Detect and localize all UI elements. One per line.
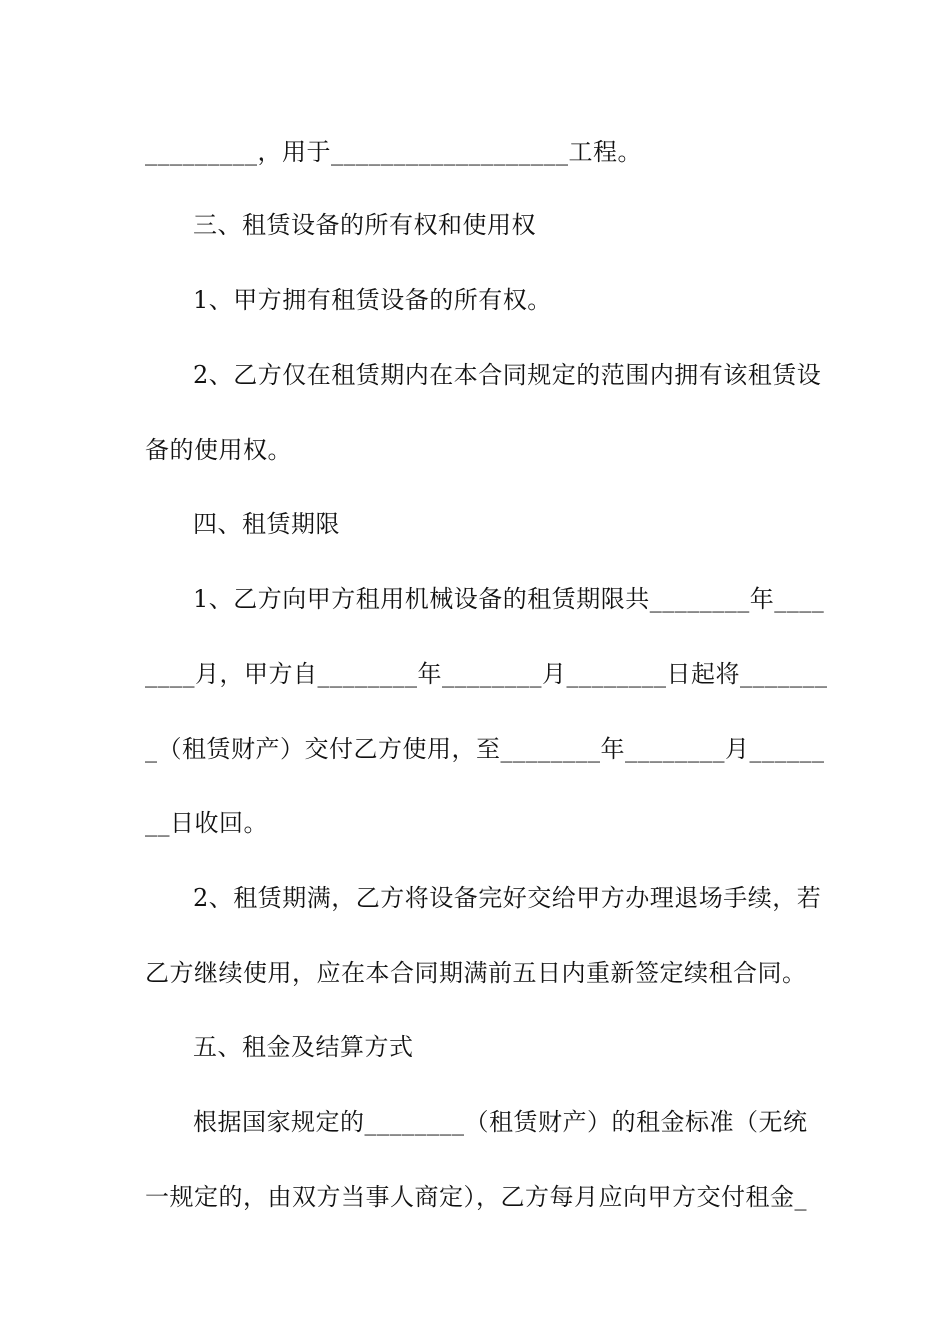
section-heading-ownership: 三、租赁设备的所有权和使用权 bbox=[193, 211, 536, 239]
clause-3-2-line-2: 备的使用权。 bbox=[145, 436, 292, 464]
clause-4-1-line-1: 1、乙方向甲方租用机械设备的租赁期限共________年____ bbox=[193, 585, 825, 613]
section-heading-rent: 五、租金及结算方式 bbox=[193, 1033, 414, 1061]
clause-4-1-line-3: _（租赁财产）交付乙方使用，至________年________月______ bbox=[145, 735, 825, 763]
doc-line-usage: _________，用于___________________工程。 bbox=[145, 138, 642, 166]
clause-4-2-line-2: 乙方继续使用，应在本合同期满前五日内重新签定续租合同。 bbox=[145, 959, 807, 987]
clause-4-1-line-4: __日收回。 bbox=[145, 809, 268, 837]
clause-4-1-line-2: ____月，甲方自________年________月________日起将_______ bbox=[145, 660, 828, 688]
clause-4-2-line-1: 2、租赁期满，乙方将设备完好交给甲方办理退场手续，若 bbox=[193, 884, 822, 912]
rent-paragraph-line-1: 根据国家规定的________（租赁财产）的租金标准（无统 bbox=[193, 1108, 808, 1136]
rent-paragraph-line-2: 一规定的，由双方当事人商定），乙方每月应向甲方交付租金_ bbox=[145, 1183, 807, 1211]
clause-3-1: 1、甲方拥有租赁设备的所有权。 bbox=[193, 286, 552, 314]
section-heading-term: 四、租赁期限 bbox=[193, 510, 340, 538]
clause-3-2-line-1: 2、乙方仅在租赁期内在本合同规定的范围内拥有该租赁设 bbox=[193, 361, 822, 389]
